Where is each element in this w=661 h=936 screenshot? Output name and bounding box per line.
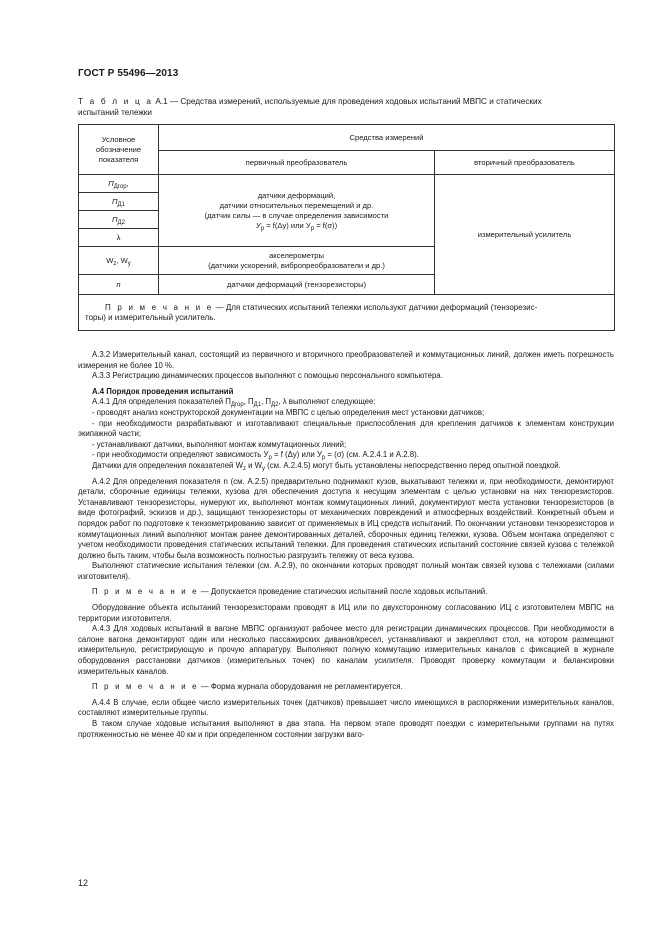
paragraph: А.4.1 Для определения показателей $П_{Дгор}$, $П_{Д1}$, $П_{Д2}$, λ выполняют следующее: bbox=[92, 397, 376, 409]
paragraph: А.3.2 Измерительный канал, состоящий из первичного и вторичного преобразователей и коммутационных линий, должен иметь погрешность измерения не более 10 %. bbox=[78, 350, 614, 370]
row-label: $П_{Д1}$ bbox=[79, 193, 159, 211]
paragraph: А.4.2 Для определения показателя n (см. А.2.5) предварительно поднимают кузов, выкатывают тележки и, при необходимости, демонтируют детали, сборочные единицы тележки, кузова для обеспечения доступа к несущим элементам с целью установки на них тензорезисторов. Устанавливают тензорезисторы, нумеруют их, выполняют монтаж коммутационных линий, документируют места установки тензорезисторов (в виде фотографий, эскизов и др.), защищают тензорезисторы от механических повреждений и атмосферных воздействий. Конкретный объем и порядок работ по подготовке к тензометрированию зависит от применяемых в ИЦ средств испытаний. По окончании установки тензорезисторов и коммутационных линий выполняют монтаж ранее демонтированных деталей, сборочных единиц тележки, кузова. Объем монтажа определяют с учетом необходимости проведения статических испытаний тележки. Для проведения статических испытаний состояние связей кузова с тележкой должно быть таким, чтобы была возможность полностью разгрузить тележку от веса кузова. bbox=[78, 476, 614, 560]
col-indicator-header: Условное обозначение показателя bbox=[79, 125, 159, 175]
paragraph: А.3.3 Регистрацию динамических процессов выполняют с помощью персонального компьютера. bbox=[92, 371, 443, 381]
row-label: $П_{Дгор}$, bbox=[79, 175, 159, 193]
secondary-header: вторичный преобразователь bbox=[435, 151, 615, 175]
strain-gauge-cell: датчики деформаций (тензорезисторы) bbox=[159, 275, 435, 295]
row-label-n: n bbox=[79, 275, 159, 295]
paragraph: А.4.3 Для ходовых испытаний в вагоне МВПС организуют рабочее место для регистрации динамических процессов. При необходимости в салоне вагона демонтируют один или несколько пассажирских диванов/кресел, устанавливают и закрепляют стол, на котором размещают измерительную, регистрирующую и прочую аппаратуру. Выполняют полную коммутацию измерительных каналов с фиксацией в журнале оборудования расстановки датчиков (измерительных точек) по каналам усилителя. Проводят проверку коммутации и балансировки измерительных каналов. bbox=[78, 624, 614, 676]
paragraph: Датчики для определения показателей $W_z$ и $W_y$ (см. А.2.4.5) могут быть установлены непосредственно перед опытной поездкой. bbox=[92, 460, 561, 472]
measurement-table bbox=[78, 124, 615, 331]
table-note: П р и м е ч а н и е — Для статических испытаний тележки используют датчики деформаций (тензорезис- торы) и измерительный усилитель. bbox=[79, 295, 615, 331]
note: П р и м е ч а н и е — Форма журнала оборудования не регламентируется. bbox=[92, 682, 403, 692]
table-caption: Т а б л и ц а А.1 — Средства измерений, используемые для проведения ходовых испытаний МВПС и статических испытаний тележки bbox=[78, 97, 542, 117]
col-group-header: Средства измерений bbox=[159, 125, 615, 151]
paragraph: - при необходимости определяют зависимость $У_р = f$ (Δy) или $У_р = (\sigma)$ (см. А.2.4.1 и А.2.8). bbox=[92, 450, 419, 462]
section-heading: А.4 Порядок проведения испытаний bbox=[92, 386, 234, 396]
paragraph: - устанавливают датчики, выполняют монтаж коммутационных линий; bbox=[92, 439, 347, 449]
page-number: 12 bbox=[78, 878, 89, 888]
body-text bbox=[78, 350, 614, 740]
secondary-cell: измерительный усилитель bbox=[435, 175, 615, 295]
paragraph: - проводят анализ конструкторской документации на МВПС с целью определения мест установки датчиков; bbox=[92, 407, 485, 417]
accelerometer-cell: акселерометры (датчики ускорений, вибропреобразователи и др.) bbox=[159, 247, 435, 275]
table-label: Т а б л и ц а bbox=[78, 97, 154, 106]
row-label: $П_{Д2}$ bbox=[79, 211, 159, 229]
paragraph: Оборудование объекта испытаний тензорезисторами проводят в ИЦ или по двухсторонному согласованию ИЦ с изготовителем МВПС на территории изготовителя. bbox=[78, 603, 614, 623]
sensors-deformation-cell: датчики деформаций, датчики относительных перемещений и др. (датчик силы — в случае определения зависимости $У_р = f(\Delta y)$ или $У_р = f(\sigma)$) bbox=[159, 175, 435, 247]
primary-header: первичный преобразователь bbox=[159, 151, 435, 175]
paragraph: В таком случае ходовые испытания выполняют в два этапа. На первом этапе проводят поездки с измерительными группами на путях протяженностью не менее 40 км и при определенном состоянии загрузки ваго- bbox=[78, 719, 614, 739]
row-label: λ bbox=[79, 229, 159, 247]
note: П р и м е ч а н и е — Допускается проведение статических испытаний после ходовых испытаний. bbox=[92, 587, 488, 597]
paragraph: А.4.4 В случае, если общее число измерительных точек (датчиков) превышает число имеющихся в распоряжении измерительных каналов, составляют измерительные группы. bbox=[78, 697, 614, 718]
paragraph: - при необходимости разрабатывают и изготавливают специальные приспособления для крепления датчиков к элементам конструкции экипажной части; bbox=[78, 418, 614, 439]
row-label-w: $W_z$, $W_y$ bbox=[79, 247, 159, 275]
paragraph: Выполняют статические испытания тележки (см. А.2.9), по окончании которых проводят полный монтаж связей кузова с тележками (силами изготовителя). bbox=[78, 561, 614, 581]
document-header: ГОСТ Р 55496—2013 bbox=[78, 68, 179, 79]
